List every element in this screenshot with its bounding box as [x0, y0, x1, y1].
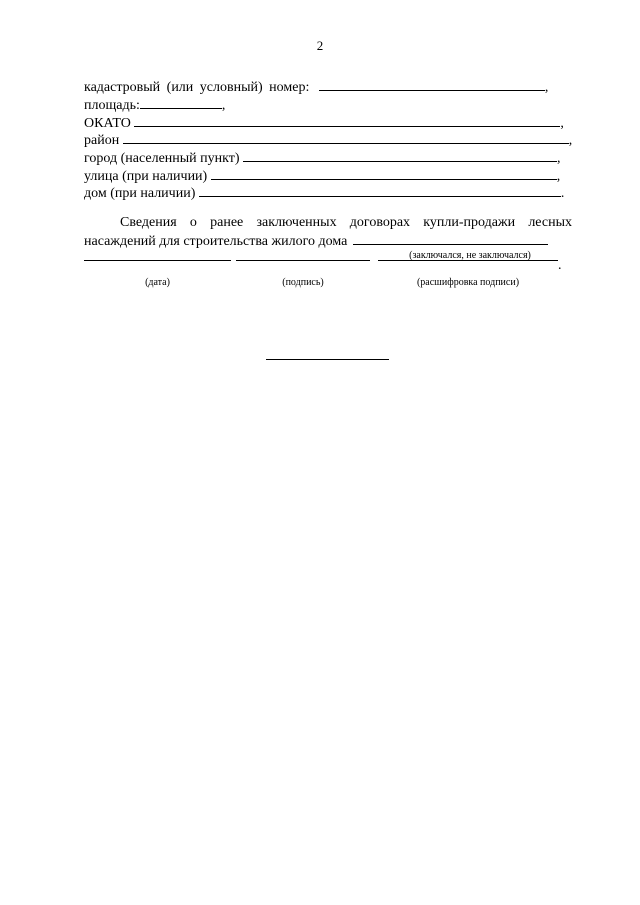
cadastral-number-end: ,: [544, 80, 549, 95]
area-end: ,: [221, 98, 226, 113]
house-field: [84, 184, 564, 202]
house-input[interactable]: [199, 184, 561, 197]
signature-label: (подпись): [282, 277, 324, 288]
street-end: ,: [556, 169, 561, 184]
street-label: улица (при наличии): [84, 169, 208, 184]
date-label: (дата): [145, 277, 170, 288]
okato-end: ,: [560, 116, 564, 131]
area-label: площадь:: [84, 98, 140, 113]
cadastral-number-field: [84, 78, 548, 96]
house-end: .: [560, 186, 565, 201]
okato-label: ОКАТО: [84, 116, 131, 131]
district-end: ,: [568, 133, 573, 148]
area-field: [84, 96, 225, 114]
date-input[interactable]: [84, 260, 231, 261]
district-label: район: [84, 133, 120, 148]
city-input[interactable]: [243, 149, 557, 162]
district-input[interactable]: [123, 131, 569, 144]
page-number: 2: [316, 38, 324, 53]
area-input[interactable]: [140, 96, 222, 109]
contracts-paragraph: [84, 214, 572, 251]
signature-decoding-label: (расшифровка подписи): [416, 277, 520, 288]
street-input[interactable]: [211, 167, 557, 180]
contracts-text: Сведения о ранее заключенных договорах купли-продажи лесных насаждений для строительства жилого дома: [84, 215, 572, 249]
city-label: город (населенный пункт): [84, 151, 240, 166]
house-label: дом (при наличии): [84, 186, 196, 201]
street-field: [84, 167, 560, 185]
contracts-input[interactable]: [353, 232, 548, 245]
okato-field: [84, 114, 564, 132]
signature-decoding-input[interactable]: [378, 260, 558, 261]
contracts-hint: (заключался, не заключался): [409, 250, 531, 261]
signature-end: .: [558, 258, 562, 273]
district-field: [84, 131, 572, 149]
city-end: ,: [557, 151, 561, 166]
city-field: [84, 149, 561, 167]
signature-input[interactable]: [236, 260, 370, 261]
separator-line: [266, 359, 389, 360]
cadastral-number-label: кадастровый (или условный) номер:: [84, 80, 310, 95]
okato-input[interactable]: [134, 114, 560, 127]
cadastral-number-input[interactable]: [319, 78, 545, 91]
